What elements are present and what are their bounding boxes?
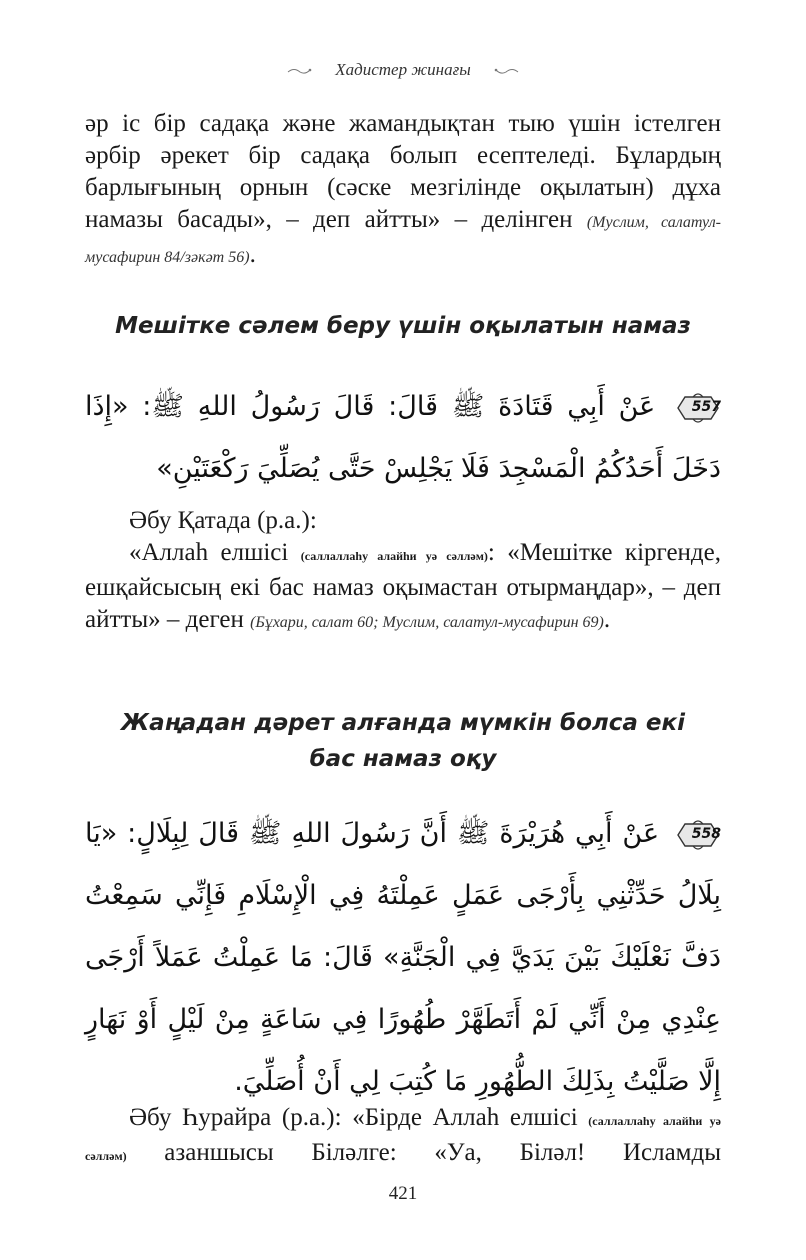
section2-heading-line: бас намаз оқу xyxy=(309,746,497,772)
book-title: Хадистер жинағы xyxy=(335,60,471,79)
section1-heading: Мешітке сәлем беру үшін оқылатын намаз xyxy=(115,313,691,339)
honorific: (саллаллаһу алайһи уә сәлләм) xyxy=(85,1114,721,1163)
citation: (Бұхари, салат 60; Муслим, салатул-мусафирин 69) xyxy=(250,614,604,631)
intro-end: . xyxy=(249,241,256,268)
hadith-number-badge xyxy=(675,817,721,853)
running-header xyxy=(0,60,806,80)
translation-text: : «Мешітке кіргенде, ешқайсысың екі бас намаз оқымастан отырмаңдар», – деп айтты» – деген xyxy=(85,539,721,633)
translation-text: «Аллаһ елшісі xyxy=(129,539,301,566)
intro-citation: (Муслим, салатул-мусафирин 84/зәкәт 56) xyxy=(85,214,721,266)
page-number: 421 xyxy=(388,1183,418,1204)
hadith-557-translation xyxy=(85,505,721,639)
intro-paragraph xyxy=(85,108,721,274)
hadith-558-translation xyxy=(85,1102,721,1172)
hadith-557-arabic xyxy=(85,376,721,500)
arabic-text: عَنْ أَبِي هُرَيْرَةَ ﷺ أَنَّ رَسُولَ اللهِ ﷺ قَالَ لِبِلَالٍ: «يَا بِلَالُ حَدِّثْنِي بِأَرْجَى عَمَلٍ عَمِلْتَهُ فِي الْإِسْلَامِ فَإِنِّي سَمِعْتُ دَفَّ نَعْلَيْكَ بَيْنَ يَدَيَّ فِي الْجَنَّةِ» قَالَ: مَا عَمِلْتُ عَمَلاً أَرْجَى عِنْدِي مِنْ أَنِّي لَمْ أَتَطَهَّرْ طُهُورًا فِي سَاعَةٍ مِنْ لَيْلٍ أَوْ نَهَارٍ إِلَّا صَلَّيْتُ بِذَلِكَ الطُّهُورِ مَا كُتِبَ لِي أَنْ أُصَلِّيَ. xyxy=(85,818,721,1097)
translation-body xyxy=(85,537,721,639)
hadith-number: 558 xyxy=(691,825,722,842)
section2-heading xyxy=(60,705,746,777)
narrator: Әбу Қатада (р.а.): xyxy=(129,507,317,534)
intro-text: әр іс бір садақа және жамандықтан тыю үшін істелген әрбір әрекет бір садақа болып есептеледі. Бұлардың барлығының орнын (сәске мезгілінде оқылатын) дұха намазы басады», – деп айтты» – делінген xyxy=(85,110,721,233)
honorific: (саллаллаһу алайһи уә сәлләм) xyxy=(300,549,488,563)
ornament-right-icon xyxy=(493,66,519,76)
hadith-number: 557 xyxy=(691,398,722,415)
translation-body xyxy=(85,1102,721,1172)
ornament-left-icon xyxy=(287,66,313,76)
arabic-text: عَنْ أَبِي قَتَادَةَ ﷺ قَالَ: قَالَ رَسُولُ اللهِ ﷺ: «إِذَا دَخَلَ أَحَدُكُمُ الْمَسْجِدَ فَلَا يَجْلِسْ حَتَّى يُصَلِّيَ رَكْعَتَيْنِ» xyxy=(85,391,721,484)
translation-text: Әбу Һурайра (р.а.): «Бірде Аллаһ елшісі xyxy=(129,1104,589,1131)
section2-heading-line: Жаңадан дәрет алғанда мүмкін болса екі xyxy=(121,710,685,736)
hadith-number-badge xyxy=(675,390,721,426)
translation-text: азаншысы Біләлге: «Уа, Біләл! Исламды xyxy=(126,1139,721,1166)
hadith-558-arabic xyxy=(85,803,721,1113)
citation-end: . xyxy=(603,606,611,633)
